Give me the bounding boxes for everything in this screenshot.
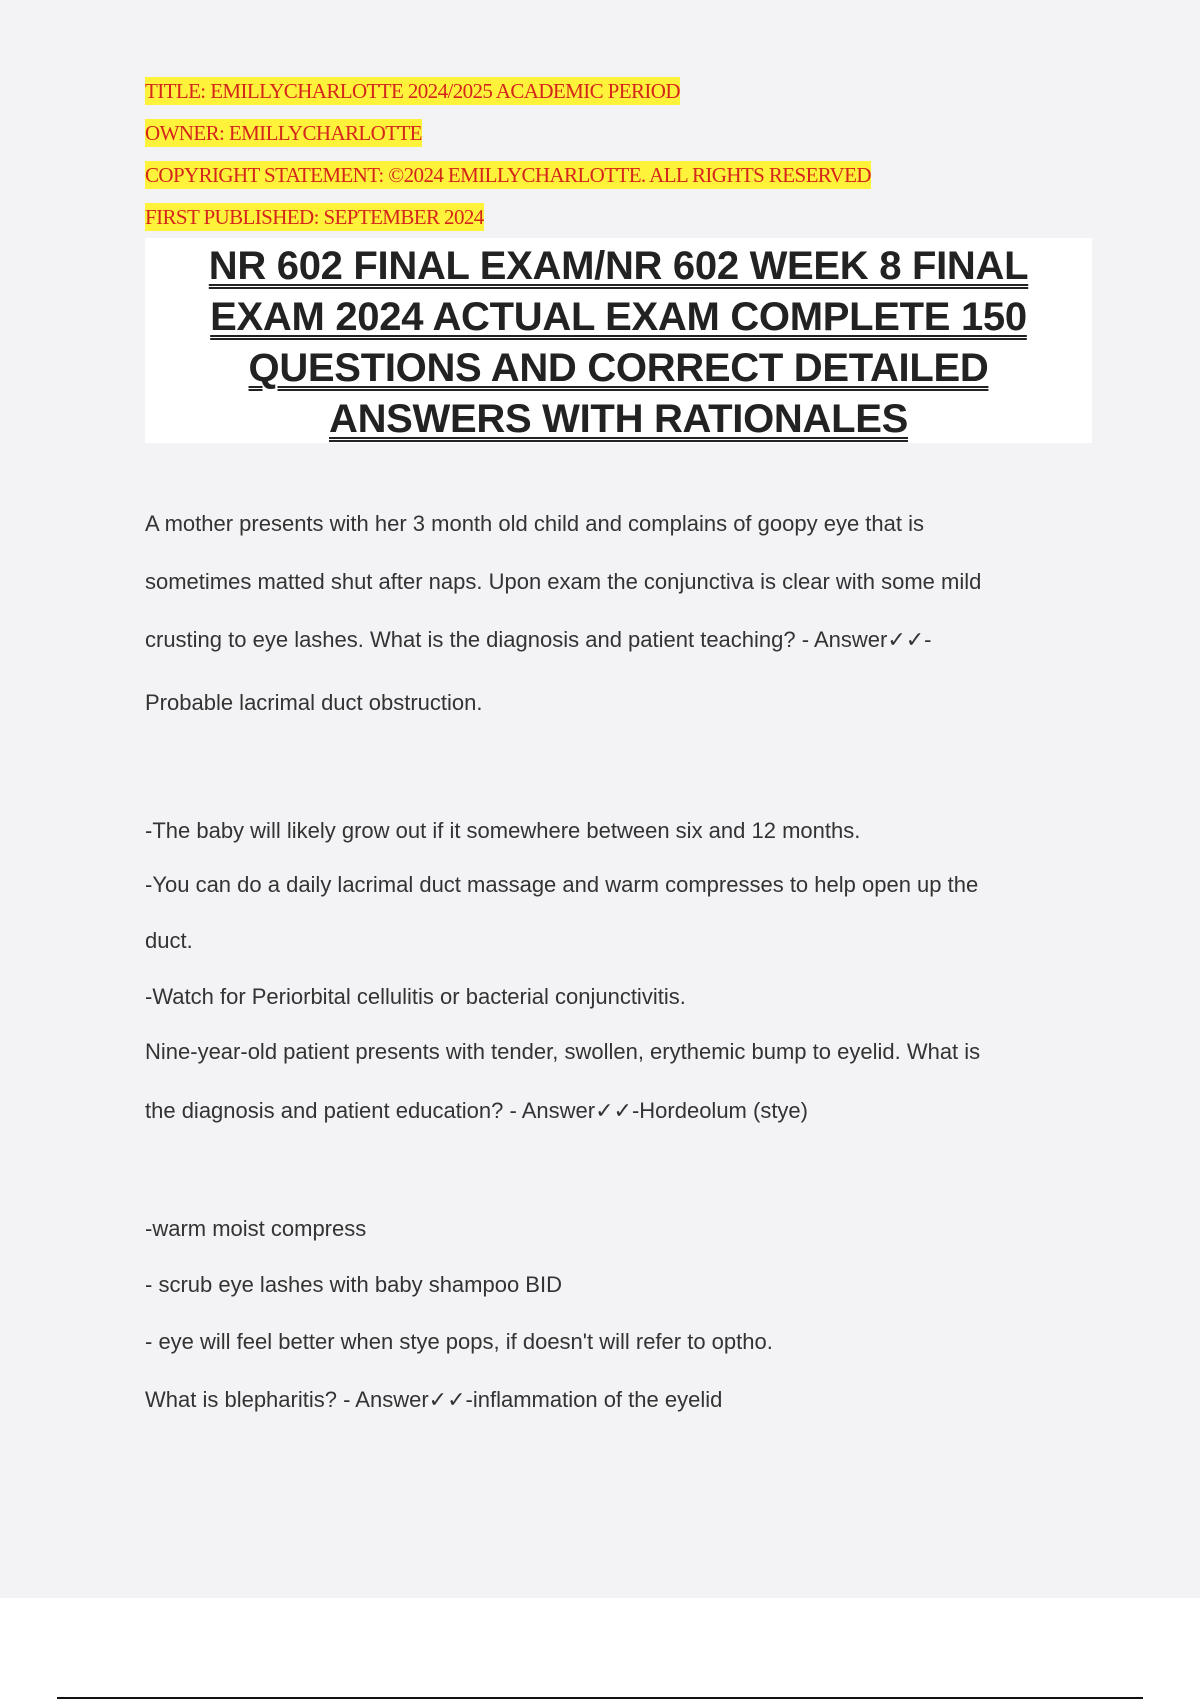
question-2-line-2: the diagnosis and patient education? - Answer✓✓-Hordeolum (stye) — [145, 1098, 808, 1123]
meta-title-line — [145, 70, 871, 112]
meta-owner-line — [145, 112, 871, 154]
document-metadata — [145, 70, 871, 238]
answer-2-bullet-1: -warm moist compress — [145, 1216, 367, 1241]
title-line-3: QUESTIONS AND CORRECT DETAILED — [248, 346, 989, 390]
question-1-line-3: crusting to eye lashes. What is the diagnosis and patient teaching? - Answer✓✓- — [145, 627, 932, 652]
footer-divider — [57, 1697, 1143, 1699]
meta-published-text: FIRST PUBLISHED: SEPTEMBER 2024 — [145, 205, 484, 229]
meta-title-text: TITLE: EMILLYCHARLOTTE 2024/2025 ACADEMIC PERIOD — [145, 79, 680, 103]
document-title — [145, 238, 1092, 445]
meta-published-line — [145, 196, 871, 238]
answer-1-line-1: Probable lacrimal duct obstruction. — [145, 690, 483, 715]
title-line-4: ANSWERS WITH RATIONALES — [329, 397, 908, 441]
answer-1-bullet-3: -Watch for Periorbital cellulitis or bacterial conjunctivitis. — [145, 984, 686, 1009]
answer-2-bullet-2: - scrub eye lashes with baby shampoo BID — [145, 1272, 562, 1297]
document-title-box — [145, 238, 1092, 443]
title-line-1: NR 602 FINAL EXAM/NR 602 WEEK 8 FINAL — [208, 244, 1029, 288]
meta-copyright-line — [145, 154, 871, 196]
answer-1-bullet-1: -The baby will likely grow out if it somewhere between six and 12 months. — [145, 818, 861, 843]
question-1-line-1: A mother presents with her 3 month old child and complains of goopy eye that is — [145, 511, 924, 536]
question-1-line-2: sometimes matted shut after naps. Upon exam the conjunctiva is clear with some mild — [145, 569, 982, 594]
answer-1-bullet-2: -You can do a daily lacrimal duct massage and warm compresses to help open up the — [145, 872, 979, 897]
answer-2-bullet-3: - eye will feel better when stye pops, if doesn't will refer to optho. — [145, 1329, 773, 1354]
question-2-line-1: Nine-year-old patient presents with tender, swollen, erythemic bump to eyelid. What is — [145, 1039, 981, 1064]
question-3-line-1: What is blepharitis? - Answer✓✓-inflammation of the eyelid — [145, 1387, 723, 1412]
title-line-2: EXAM 2024 ACTUAL EXAM COMPLETE 150 — [210, 295, 1027, 339]
answer-1-bullet-2-cont: duct. — [145, 928, 193, 953]
meta-copyright-text: COPYRIGHT STATEMENT: ©2024 EMILLYCHARLOTTE. ALL RIGHTS RESERVED — [145, 163, 871, 187]
meta-owner-text: OWNER: EMILLYCHARLOTTE — [145, 121, 422, 145]
